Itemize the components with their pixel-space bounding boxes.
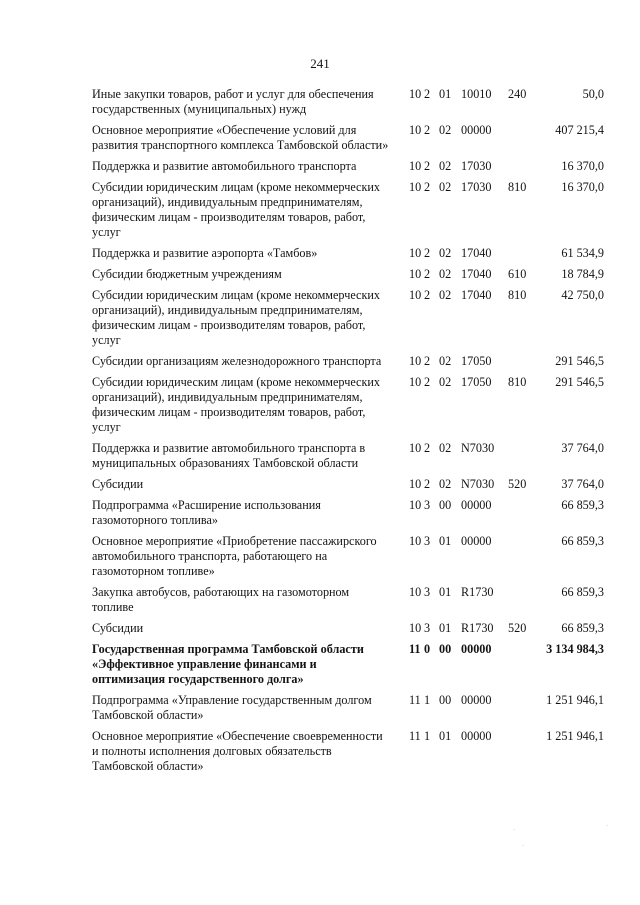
code-section: 10	[409, 534, 422, 548]
code-subprogram: 02	[439, 375, 452, 389]
row-name: Закупка автобусов, работающих на газомоторном топливе	[92, 585, 350, 614]
code-program: 2	[424, 87, 431, 101]
row-name: Субсидии юридическим лицам (кроме некоммерческих организаций), индивидуальным предпринимателям, физическим лицам - производителям товаров, работ, услуг	[92, 375, 380, 434]
code-direction: 17040	[461, 246, 492, 260]
code-subprogram: 02	[439, 123, 452, 137]
code-direction: R1730	[461, 621, 494, 635]
code-program: 3	[424, 621, 431, 635]
code-program: 2	[424, 441, 431, 455]
code-subprogram: 00	[439, 693, 452, 707]
code-expense-type: 610	[508, 267, 527, 281]
row-name: Государственная программа Тамбовской области «Эффективное управление финансами и оптимизация государственного долга»	[92, 642, 364, 686]
code-program: 2	[424, 159, 431, 173]
code-program: 2	[424, 246, 431, 260]
code-subprogram: 00	[439, 498, 452, 512]
code-direction: 10010	[461, 87, 492, 101]
code-section: 10	[409, 87, 422, 101]
code-expense-type: 810	[508, 288, 527, 302]
table-row	[92, 87, 612, 117]
row-amount: 61 534,9	[561, 246, 604, 260]
scan-speck: ·	[513, 826, 516, 834]
code-section: 11	[409, 729, 421, 743]
row-amount: 291 546,5	[555, 354, 604, 368]
row-amount: 1 251 946,1	[546, 729, 604, 743]
scan-speck: ·	[522, 842, 525, 850]
code-section: 10	[409, 123, 422, 137]
table-row	[92, 642, 612, 687]
code-expense-type: 520	[508, 621, 527, 635]
row-amount: 66 859,3	[561, 621, 604, 635]
table-row	[92, 693, 612, 723]
row-name: Подпрограмма «Расширение использования газомоторного топлива»	[92, 498, 321, 527]
code-direction: 00000	[461, 693, 492, 707]
table-row	[92, 585, 612, 615]
code-direction: N7030	[461, 477, 495, 491]
code-subprogram: 02	[439, 180, 452, 194]
code-program: 2	[424, 288, 431, 302]
code-program: 2	[424, 123, 431, 137]
table-row	[92, 246, 612, 261]
code-subprogram: 02	[439, 354, 452, 368]
table-row	[92, 729, 612, 774]
row-name: Иные закупки товаров, работ и услуг для обеспечения государственных (муниципальных) нужд	[92, 87, 374, 116]
code-direction: 17040	[461, 267, 492, 281]
row-amount: 50,0	[582, 87, 604, 101]
code-program: 2	[424, 180, 431, 194]
row-name: Основное мероприятие «Обеспечение своевременности и полноты исполнения долговых обязательств Тамбовской области»	[92, 729, 383, 773]
code-section: 10	[409, 375, 422, 389]
code-direction: R1730	[461, 585, 494, 599]
budget-table	[92, 87, 612, 780]
code-program: 2	[424, 354, 431, 368]
row-name: Субсидии бюджетным учреждениям	[92, 267, 282, 281]
row-name: Субсидии организациям железнодорожного транспорта	[92, 354, 382, 368]
table-row	[92, 498, 612, 528]
code-program: 3	[424, 498, 431, 512]
code-program: 3	[424, 534, 431, 548]
code-direction: 00000	[461, 498, 492, 512]
row-amount: 291 546,5	[555, 375, 604, 389]
table-row	[92, 621, 612, 636]
code-program: 3	[424, 585, 431, 599]
code-program: 1	[424, 729, 431, 743]
code-program: 2	[424, 375, 431, 389]
code-subprogram: 02	[439, 288, 452, 302]
code-section: 10	[409, 585, 422, 599]
code-section: 10	[409, 288, 422, 302]
row-name: Субсидии юридическим лицам (кроме некоммерческих организаций), индивидуальным предпринимателям, физическим лицам - производителям товаров, работ, услуг	[92, 288, 380, 347]
code-direction: 00000	[461, 642, 492, 656]
code-direction: 00000	[461, 729, 492, 743]
code-expense-type: 810	[508, 180, 527, 194]
table-row	[92, 354, 612, 369]
code-section: 10	[409, 441, 422, 455]
code-direction: 17050	[461, 375, 492, 389]
code-expense-type: 240	[508, 87, 527, 101]
code-direction: 17030	[461, 180, 492, 194]
row-name: Подпрограмма «Управление государственным долгом Тамбовской области»	[92, 693, 372, 722]
row-amount: 16 370,0	[561, 159, 604, 173]
row-name: Субсидии	[92, 621, 144, 635]
table-row	[92, 441, 612, 471]
row-name: Поддержка и развитие аэропорта «Тамбов»	[92, 246, 318, 260]
code-program: 0	[424, 642, 431, 656]
code-direction: 00000	[461, 534, 492, 548]
code-subprogram: 01	[439, 87, 452, 101]
table-row	[92, 288, 612, 348]
code-section: 10	[409, 180, 422, 194]
row-name: Основное мероприятие «Приобретение пассажирского автомобильного транспорта, работающего на газомоторном топливе»	[92, 534, 377, 578]
code-subprogram: 01	[439, 585, 452, 599]
code-subprogram: 02	[439, 159, 452, 173]
row-name: Основное мероприятие «Обеспечение условий для развития транспортного комплекса Тамбовской области»	[92, 123, 389, 152]
code-expense-type: 520	[508, 477, 527, 491]
row-name: Поддержка и развитие автомобильного транспорта	[92, 159, 357, 173]
table-row	[92, 375, 612, 435]
table-row	[92, 267, 612, 282]
row-amount: 42 750,0	[561, 288, 604, 302]
code-subprogram: 01	[439, 534, 452, 548]
table-row	[92, 123, 612, 153]
table-row	[92, 180, 612, 240]
code-section: 10	[409, 498, 422, 512]
row-amount: 37 764,0	[561, 441, 604, 455]
code-subprogram: 01	[439, 729, 452, 743]
code-direction: 17030	[461, 159, 492, 173]
code-section: 11	[409, 693, 421, 707]
code-section: 10	[409, 354, 422, 368]
row-amount: 66 859,3	[561, 498, 604, 512]
row-name: Поддержка и развитие автомобильного транспорта в муниципальных образованиях Тамбовской области	[92, 441, 366, 470]
table-row	[92, 477, 612, 492]
code-program: 2	[424, 267, 431, 281]
code-direction: N7030	[461, 441, 495, 455]
code-program: 1	[424, 693, 431, 707]
row-amount: 16 370,0	[561, 180, 604, 194]
code-section: 10	[409, 621, 422, 635]
row-amount: 18 784,9	[561, 267, 604, 281]
row-amount: 3 134 984,3	[546, 642, 604, 656]
code-subprogram: 01	[439, 621, 452, 635]
code-subprogram: 02	[439, 267, 452, 281]
code-section: 10	[409, 477, 422, 491]
row-amount: 407 215,4	[555, 123, 604, 137]
row-amount: 66 859,3	[561, 534, 604, 548]
code-subprogram: 00	[439, 642, 452, 656]
code-direction: 17040	[461, 288, 492, 302]
code-direction: 00000	[461, 123, 492, 137]
code-subprogram: 02	[439, 441, 452, 455]
code-program: 2	[424, 477, 431, 491]
scan-speck: ·	[606, 822, 609, 830]
table-row	[92, 159, 612, 174]
code-subprogram: 02	[439, 477, 452, 491]
row-name: Субсидии юридическим лицам (кроме некоммерческих организаций), индивидуальным предпринимателям, физическим лицам - производителям товаров, работ, услуг	[92, 180, 380, 239]
code-section: 11	[409, 642, 421, 656]
code-section: 10	[409, 159, 422, 173]
code-direction: 17050	[461, 354, 492, 368]
row-amount: 1 251 946,1	[546, 693, 604, 707]
code-subprogram: 02	[439, 246, 452, 260]
row-name: Субсидии	[92, 477, 144, 491]
row-amount: 66 859,3	[561, 585, 604, 599]
code-section: 10	[409, 246, 422, 260]
code-expense-type: 810	[508, 375, 527, 389]
table-row	[92, 534, 612, 579]
code-section: 10	[409, 267, 422, 281]
page-number: 241	[310, 56, 330, 71]
row-amount: 37 764,0	[561, 477, 604, 491]
